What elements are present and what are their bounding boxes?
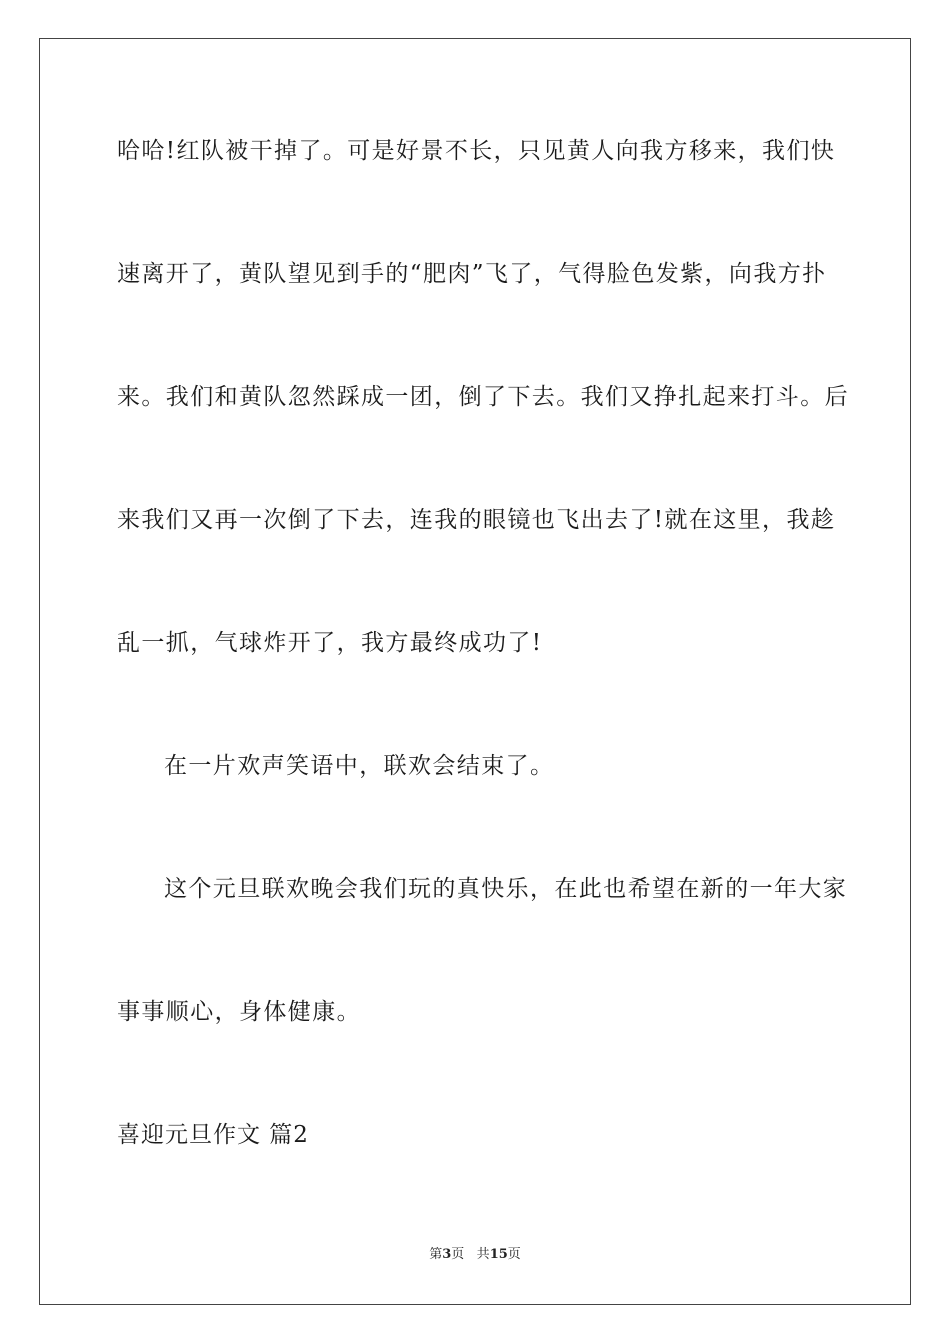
footer-total-prefix: 共	[476, 1247, 490, 1262]
body-line-4: 来我们又再一次倒了下去，连我的眼镜也飞出去了!就在这里，我趁	[117, 507, 836, 533]
page-border	[39, 38, 911, 1305]
section-heading: 喜迎元旦作文 篇2	[117, 1122, 309, 1148]
footer-total-pages: 15	[489, 1247, 508, 1262]
body-line-8: 事事顺心，身体健康。	[117, 999, 361, 1025]
footer-page-suffix: 页	[451, 1247, 465, 1262]
body-line-1: 哈哈!红队被干掉了。可是好景不长，只见黄人向我方移来，我们快	[117, 138, 836, 164]
body-paragraph-closing: 在一片欢声笑语中，联欢会结束了。	[164, 753, 555, 779]
body-line-3: 来。我们和黄队忽然踩成一团，倒了下去。我们又挣扎起来打斗。后	[117, 384, 849, 410]
body-line-5: 乱一抓，气球炸开了，我方最终成功了!	[117, 630, 543, 656]
page-footer	[0, 1246, 950, 1264]
footer-page-prefix: 第	[429, 1247, 443, 1262]
footer-page-number: 3	[442, 1247, 452, 1262]
body-paragraph-wishes: 这个元旦联欢晚会我们玩的真快乐，在此也希望在新的一年大家	[164, 876, 848, 902]
footer-total-suffix: 页	[507, 1247, 521, 1262]
body-line-2: 速离开了，黄队望见到手的“肥肉”飞了，气得脸色发紫，向我方扑	[117, 261, 827, 287]
